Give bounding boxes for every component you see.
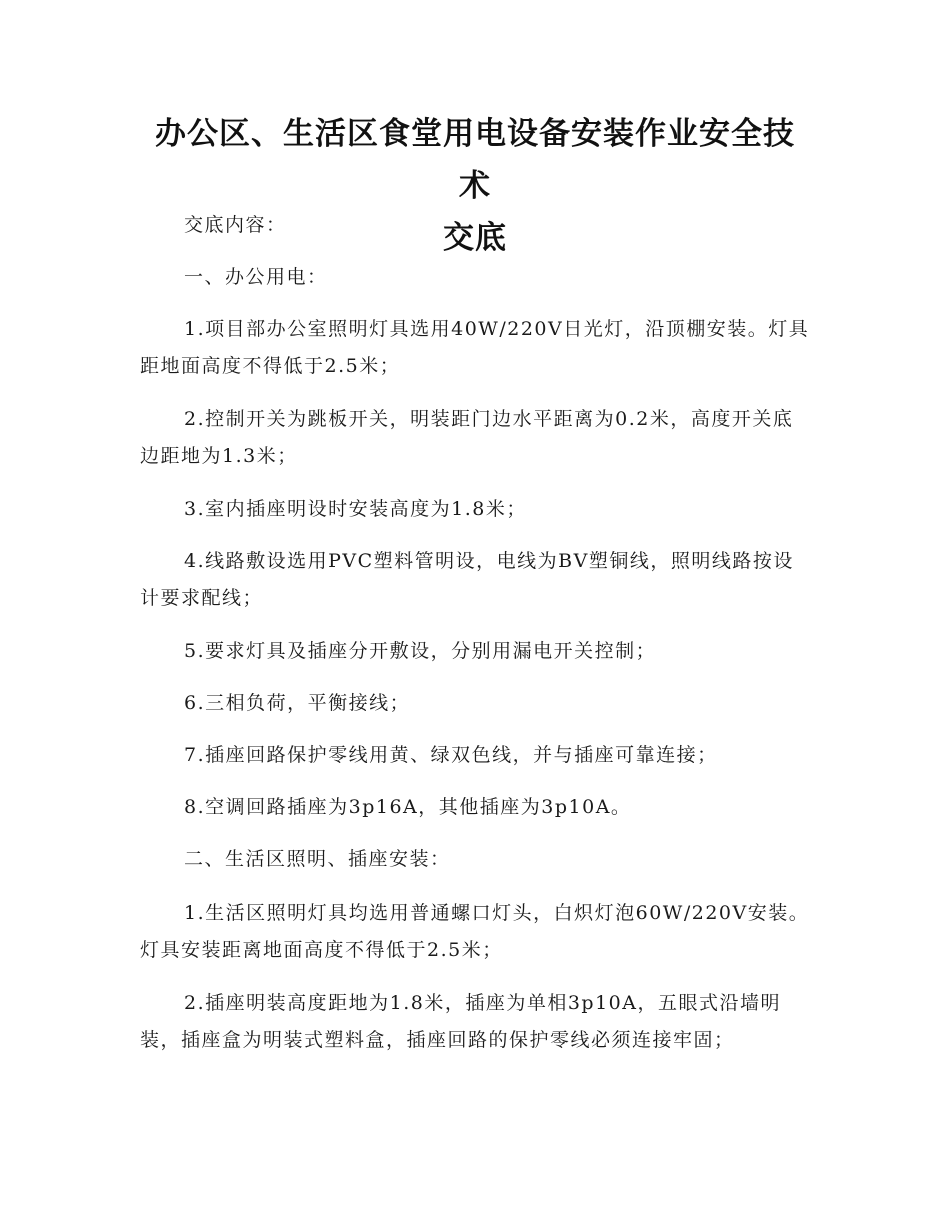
section-2-heading: 二、生活区照明、插座安装： [184, 848, 451, 870]
section-2-item-2: 2.插座明装高度距地为1.8米，插座为单相3p10A，五眼式沿墙明装，插座盒为明装式塑料盒，插座回路的保护零线必须连接牢固； [140, 992, 781, 1051]
section-1-item-1: 1.项目部办公室照明灯具选用40W/220V日光灯，沿顶棚安装。灯具距地面高度不得低于2.5米； [140, 318, 810, 377]
section-1-item-7: 7.插座回路保护零线用黄、绿双色线，并与插座可靠连接； [184, 744, 718, 766]
section-1-item-5: 5.要求灯具及插座分开敷设，分别用漏电开关控制； [184, 640, 657, 662]
section-1-item-8: 8.空调回路插座为3p16A，其他插座为3p10A。 [184, 796, 632, 818]
section-1-item-3: 3.室内插座明设时安装高度为1.8米； [184, 498, 527, 520]
section-2-item-1: 1.生活区照明灯具均选用普通螺口灯头，白炽灯泡60W/220V安装。灯具安装距离地面高度不得低于2.5米； [140, 902, 810, 961]
section-1-item-4: 4.线路敷设选用PVC塑料管明设，电线为BV塑铜线，照明线路按设计要求配线； [140, 550, 794, 609]
intro-paragraph: 交底内容： [184, 214, 287, 236]
section-1-heading: 一、办公用电： [184, 266, 328, 288]
document-title-line-1: 办公区、生活区食堂用电设备安装作业安全技术 [155, 116, 795, 204]
section-1-item-6: 6.三相负荷，平衡接线； [184, 692, 411, 714]
document-title-line-2: 交底 [443, 220, 507, 256]
section-1-item-2: 2.控制开关为跳板开关，明装距门边水平距离为0.2米，高度开关底边距地为1.3米； [140, 408, 794, 467]
